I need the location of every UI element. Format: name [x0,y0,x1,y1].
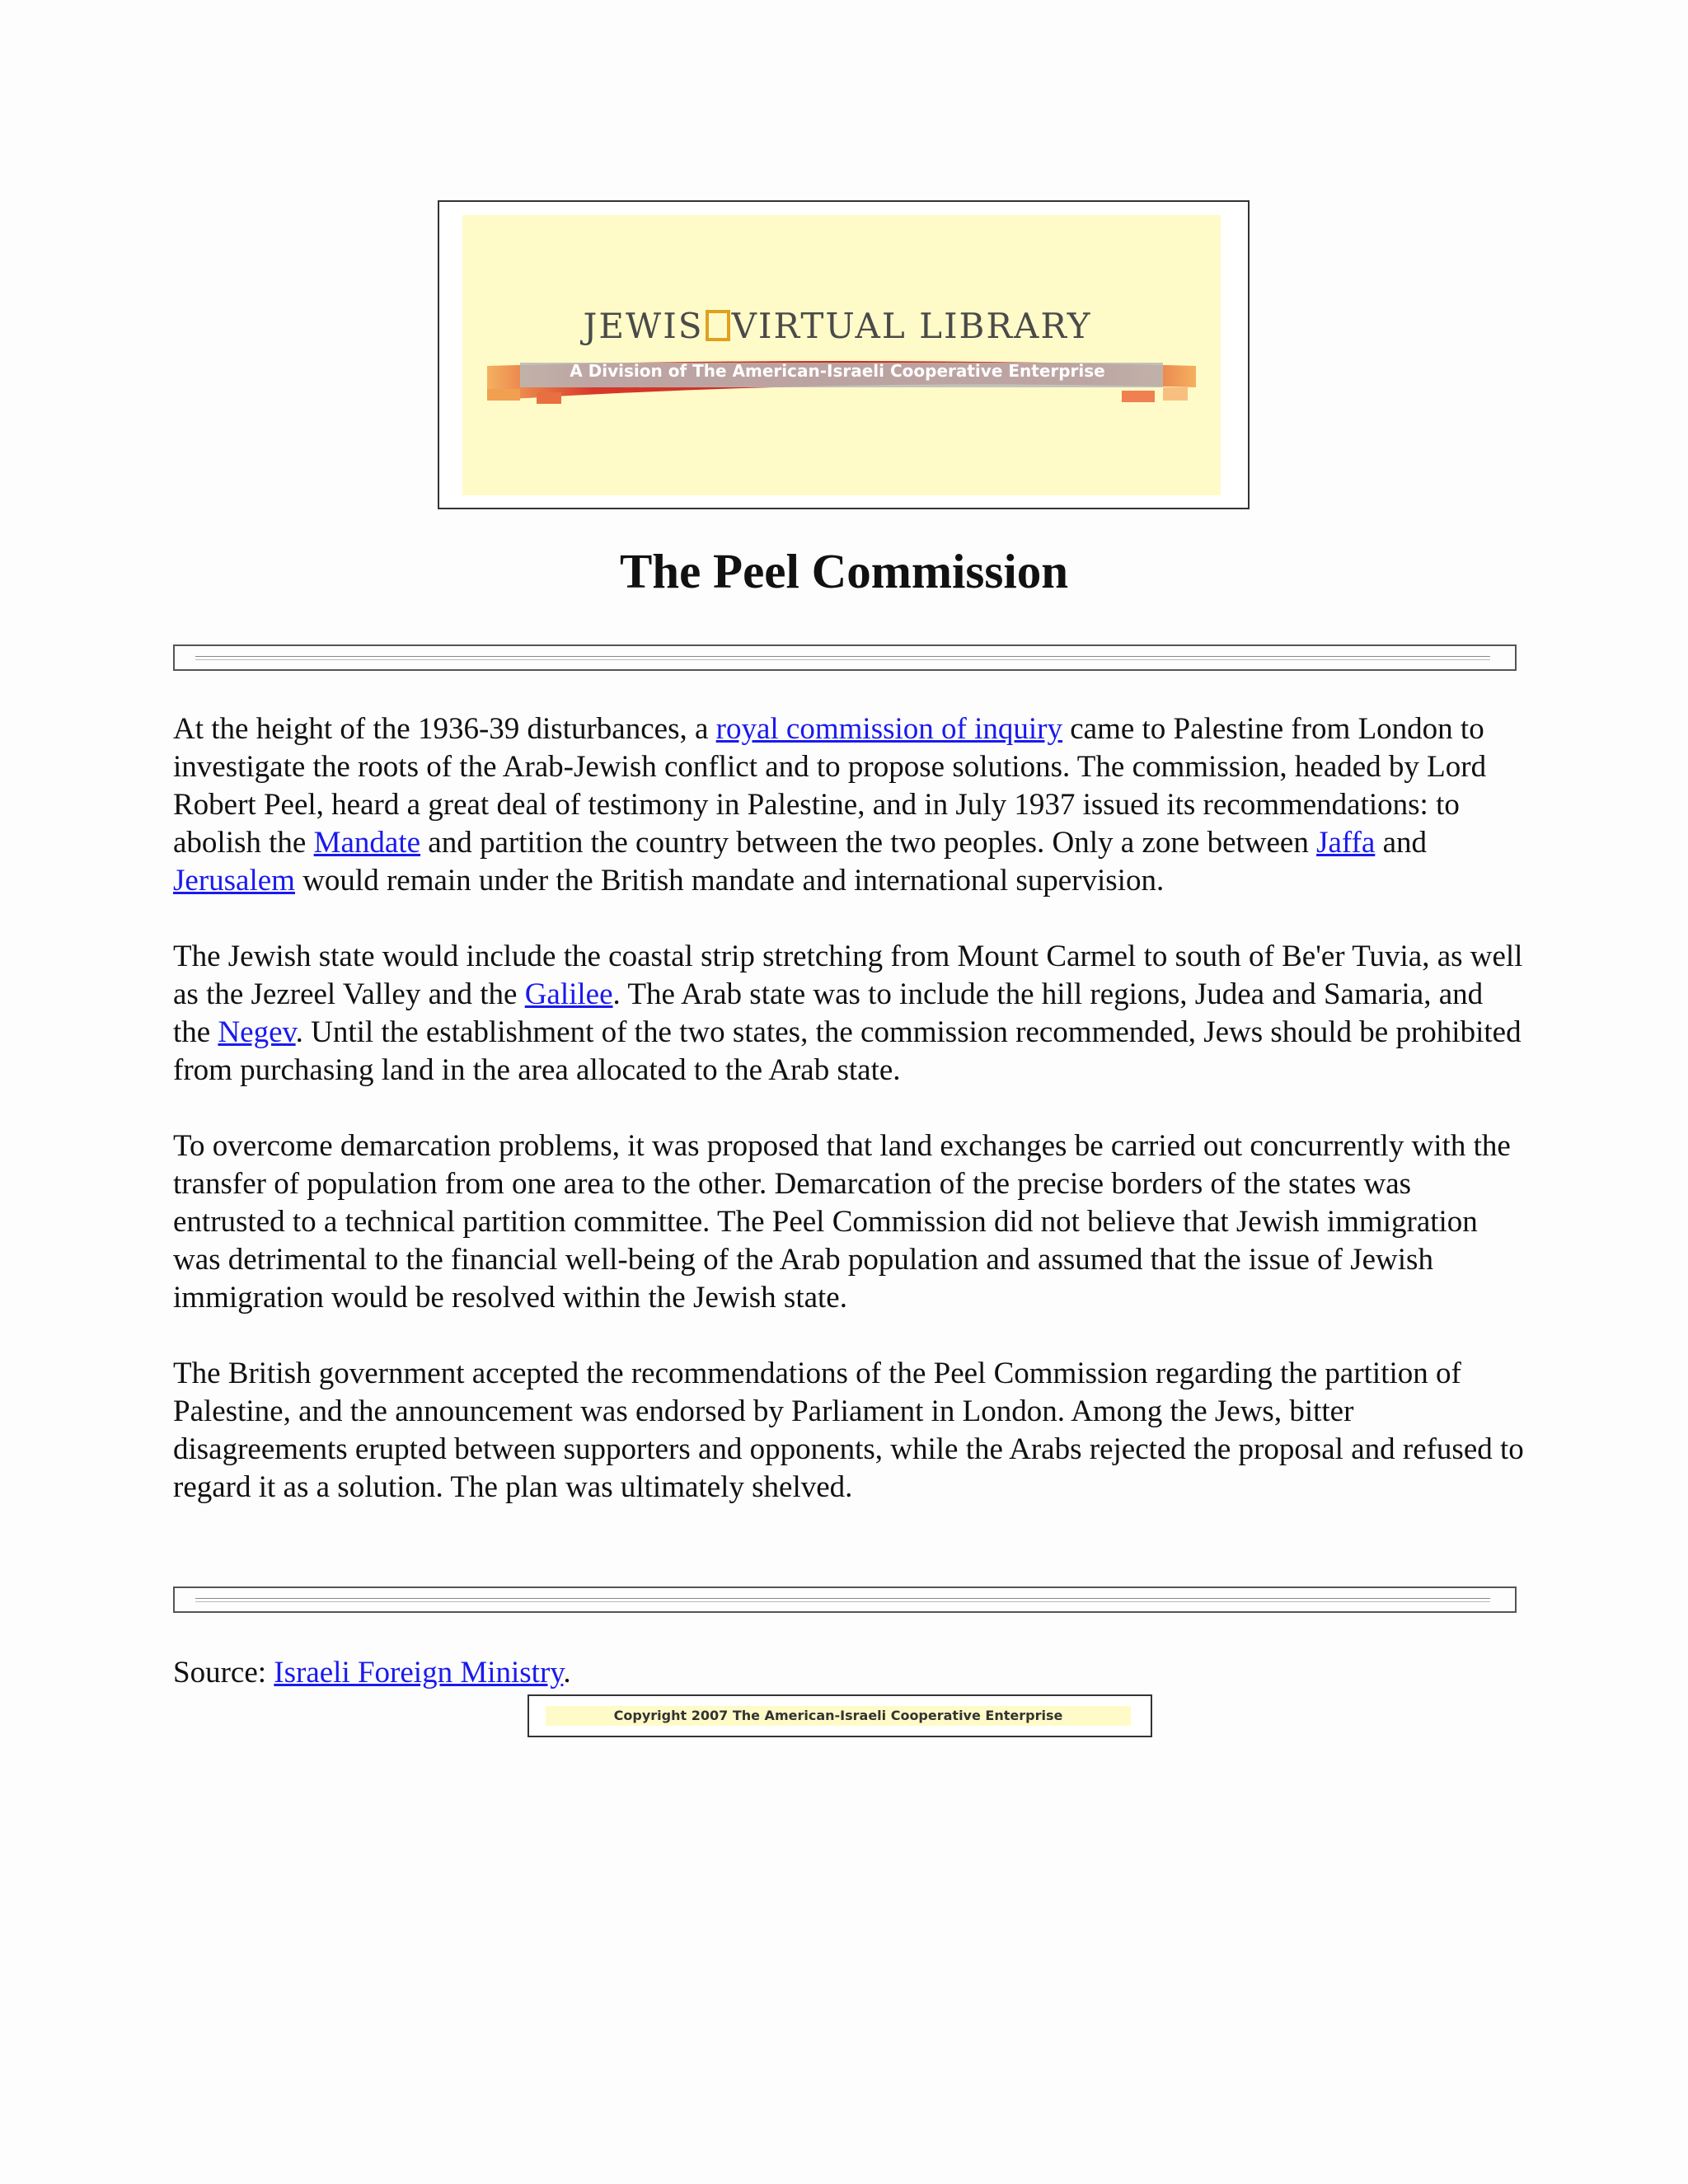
paragraph-4: The British government accepted the recommendations of the Peel Commission regarding the partition of Palestine, and the announcement was endorsed by Parliament in London. Among the Jews, bitter disagreements erupted between supporters and opponents, while the Arabs rejected the proposal and refused to regard it as a solution. The plan was ultimately shelved. [173,1357,1524,1504]
bottom-divider [173,1586,1517,1613]
jerusalem-link[interactable]: Jerusalem [173,864,295,898]
jaffa-link[interactable]: Jaffa [1316,826,1376,860]
israeli-foreign-ministry-link[interactable]: Israeli Foreign Ministry [274,1656,564,1690]
source-line: Source: Israeli Foreign Ministry. [173,1656,571,1690]
paragraph-3: To overcome demarcation problems, it was proposed that land exchanges be carried out concurrently with the transfer of population from one area to the other. Demarcation of the precise borders of the states was entrusted to a technical partition committee. The Peel Commission did not believe that Jewish immigration was detrimental to the financial well-being of the Arab population and assumed that the issue of Jewish immigration would be resolved within the Jewish state. [173,1129,1511,1315]
divider-rule [195,656,1490,660]
logo-title: JEWIS VIRTUAL LIBRARY [583,306,1092,346]
royal-commission-link[interactable]: royal commission of inquiry [715,712,1062,746]
divider-rule [195,1598,1490,1602]
negev-link[interactable]: Negev [218,1015,296,1049]
logo-banner[interactable] [438,200,1250,509]
copyright-text: Copyright 2007 The American-Israeli Cooperative Enterprise [546,1706,1131,1726]
article-body [173,710,1525,1544]
galilee-link[interactable]: Galilee [524,977,613,1011]
logo-background [462,215,1221,495]
top-divider [173,644,1517,671]
page-title: The Peel Commission [619,544,1069,598]
copyright-banner[interactable] [528,1694,1152,1737]
paragraph-2: The Jewish state would include the coastal strip stretching from Mount Carmel to south of Be'er Tuvia, as well as the Jezreel Valley and the Galilee. The Arab state was to include the hill regions, Judea and Samaria, and the Negev. Until the establishment of the two states, the commission recommended, Jews should be prohibited from purchasing land in the area allocated to the Arab state. [173,940,1523,1087]
mandate-link[interactable]: Mandate [313,826,421,860]
library-box-icon [706,310,730,341]
logo-subtitle: A Division of The American-Israeli Cooperative Enterprise [570,361,1105,381]
paragraph-1: At the height of the 1936-39 disturbances, a royal commission of inquiry came to Palestine from London to investigate the roots of the Arab-Jewish conflict and to propose solutions. The commission, headed by Lord Robert Peel, heard a great deal of testimony in Palestine, and in July 1937 issued its recommendations: to abolish the Mandate and partition the country between the two peoples. Only a zone between Jaffa and Jerusalem would remain under the British mandate and international supervision. [173,712,1487,898]
